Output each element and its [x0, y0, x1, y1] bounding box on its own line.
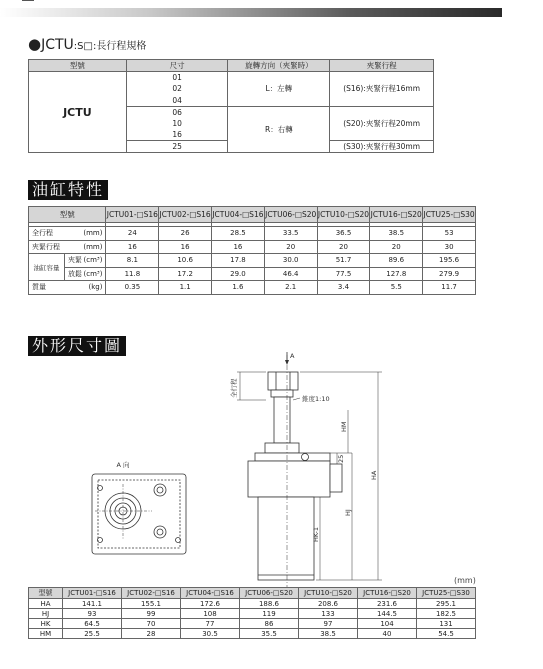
dim-header-corner: 型號	[29, 588, 63, 599]
oil-cell: 20	[370, 240, 423, 254]
oil-cell: 38.5	[370, 227, 423, 241]
side-view-drawing	[237, 352, 382, 590]
dim-cell: 99	[122, 609, 181, 619]
oil-cell: 26	[159, 227, 212, 241]
oil-row-label: 放鬆	[65, 267, 83, 281]
dim-header-model: JCTU10-□S20	[299, 588, 358, 599]
dim-row-hk	[29, 619, 476, 629]
a-view-label: A 向	[116, 461, 130, 469]
a-view-body	[92, 474, 186, 554]
oil-cell: 10.6	[159, 254, 212, 268]
dim-cell: 28	[122, 629, 181, 639]
spec-size-cell: 04	[126, 95, 228, 107]
oil-cell: 1.1	[159, 281, 212, 295]
oil-row-unit: (cm³)	[83, 254, 106, 268]
dim-row-label: HJ	[29, 609, 63, 619]
dim-header-model: JCTU06-□S20	[240, 588, 299, 599]
dim-cell: 208.6	[299, 599, 358, 609]
oil-cell: 20	[264, 240, 317, 254]
dim-row-hj	[29, 609, 476, 619]
dim-cell: 144.5	[358, 609, 417, 619]
oil-header-model: JCTU06-□S20	[264, 207, 317, 223]
dim-cell: 119	[240, 609, 299, 619]
oil-cell: 20	[317, 240, 370, 254]
dim-row-ha	[29, 599, 476, 609]
hm-label: HM	[340, 421, 348, 432]
dim-header-model: JCTU16-□S20	[358, 588, 417, 599]
taper-label: 錐度1:10	[302, 395, 330, 403]
a-view-drawing	[92, 474, 186, 554]
bullet-icon: ●	[28, 35, 42, 53]
dim-cell: 188.6	[240, 599, 299, 609]
a-view-port-inner	[157, 487, 163, 493]
spec-model-cell: JCTU	[29, 72, 127, 153]
oil-cell: 46.4	[264, 267, 317, 281]
spec-stroke-20: (S20):夾緊行程20mm	[330, 106, 434, 141]
dim-row-label: HK	[29, 619, 63, 629]
oil-cell: 16	[106, 240, 159, 254]
dim-cell: 108	[181, 609, 240, 619]
oil-cell: 279.9	[423, 267, 476, 281]
oil-row-label: 夾緊	[65, 254, 83, 268]
oil-cell: 17.8	[212, 254, 265, 268]
spec-title-main: JCTU	[41, 37, 74, 53]
oil-header-model: JCTU16-□S20	[370, 207, 423, 223]
spec-size-cell: 16	[126, 129, 228, 141]
oil-cell: 127.8	[370, 267, 423, 281]
oil-header-model: JCTU25-□S30	[423, 207, 476, 223]
spec-stroke-30: (S30):夾緊行程30mm	[330, 141, 434, 153]
oil-cell: 17.2	[159, 267, 212, 281]
dim-cell: 70	[122, 619, 181, 629]
flange-side-port	[330, 464, 342, 492]
oil-header-model: JCTU01-□S16	[106, 207, 159, 223]
dim-cell: 40	[358, 629, 417, 639]
dim-cell: 155.1	[122, 599, 181, 609]
clamp-arm-collar	[271, 390, 293, 397]
a-view-port-inner	[157, 529, 163, 535]
oil-cell: 3.4	[317, 281, 370, 295]
oil-cell: 0.35	[106, 281, 159, 295]
hj-label: HJ	[344, 509, 352, 516]
spec-size-cell: 01	[126, 72, 228, 84]
dim-cell: 231.6	[358, 599, 417, 609]
rod-seal-housing	[265, 443, 299, 453]
spec-size-cell: 10	[126, 118, 228, 130]
dim-cell: 25.5	[63, 629, 122, 639]
dim-cell: 54.5	[417, 629, 476, 639]
dim-cell: 172.6	[181, 599, 240, 609]
oil-cell: 33.5	[264, 227, 317, 241]
oil-cell: 28.5	[212, 227, 265, 241]
taper-leader-line	[293, 398, 300, 400]
spec-rotation-left: L：左轉	[228, 72, 330, 107]
dim-row-label: HM	[29, 629, 63, 639]
spec-header-model: 型號	[29, 60, 127, 72]
oil-cell: 77.5	[317, 267, 370, 281]
oil-cell: 24	[106, 227, 159, 241]
dim-cell: 86	[240, 619, 299, 629]
cylinder-body	[258, 497, 314, 580]
oil-cell: 30	[423, 240, 476, 254]
a-direction-label: A	[290, 352, 295, 360]
oil-cell: 36.5	[317, 227, 370, 241]
dim-cell: 131	[417, 619, 476, 629]
spec-size-cell: 25	[126, 141, 228, 153]
oil-cell: 51.7	[317, 254, 370, 268]
piston-rod	[274, 397, 290, 443]
oil-cell: 8.1	[106, 254, 159, 268]
oil-row-unit: (mm)	[83, 240, 106, 254]
oil-characteristics-label: 油缸特性	[28, 180, 108, 200]
oil-row-label: 質量	[29, 281, 83, 295]
dim-cell: 35.5	[240, 629, 299, 639]
unit-label: (mm)	[454, 576, 476, 585]
port-dim-label: 25	[337, 454, 345, 463]
dim-cell: 295.1	[417, 599, 476, 609]
oil-cell: 16	[159, 240, 212, 254]
oil-row-label: 夾緊行程	[29, 240, 83, 254]
oil-row-label: 全行程	[29, 227, 83, 241]
oil-cell: 1.6	[212, 281, 265, 295]
dim-cell: 38.5	[299, 629, 358, 639]
full-stroke-label: 全行程	[230, 378, 238, 398]
dim-cell: 141.1	[63, 599, 122, 609]
dimension-table	[28, 587, 476, 639]
dim-row-label: HA	[29, 599, 63, 609]
oil-row-unit: (kg)	[83, 281, 106, 295]
spec-title-suffix: :S□:長行程規格	[73, 41, 147, 52]
oil-row-unit: (cm³)	[83, 267, 106, 281]
dim-cell: 133	[299, 609, 358, 619]
dim-header-model: JCTU04-□S16	[181, 588, 240, 599]
hk-label: HK-1	[312, 527, 320, 542]
oil-cell: 11.8	[106, 267, 159, 281]
dim-header-model: JCTU02-□S16	[122, 588, 181, 599]
oil-header-model: JCTU04-□S16	[212, 207, 265, 223]
flange-body	[248, 461, 330, 497]
oil-cell: 53	[423, 227, 476, 241]
a-view-port-circle	[154, 526, 166, 538]
oil-cell: 89.6	[370, 254, 423, 268]
dim-header-row	[29, 588, 476, 599]
dim-header-model: JCTU25-□S30	[417, 588, 476, 599]
oil-header-model: JCTU02-□S16	[159, 207, 212, 223]
oil-row-unit: (mm)	[83, 227, 106, 241]
dim-row-hm	[29, 629, 476, 639]
dim-cell: 30.5	[181, 629, 240, 639]
outline-dimensions-label: 外形尺寸圖	[28, 336, 126, 356]
spec-size-cell: 06	[126, 106, 228, 118]
spec-header-stroke: 夾緊行程	[330, 60, 434, 72]
flange-port-icon	[302, 454, 309, 461]
dim-cell: 104	[358, 619, 417, 629]
oil-header-model: JCTU10-□S20	[317, 207, 370, 223]
spec-header-size: 尺寸	[126, 60, 228, 72]
oil-cell: 16	[212, 240, 265, 254]
dim-cell: 77	[181, 619, 240, 629]
dim-cell: 97	[299, 619, 358, 629]
oil-cell: 11.7	[423, 281, 476, 295]
oil-volume-group-label: 油缸容量	[29, 254, 65, 281]
oil-cell: 2.1	[264, 281, 317, 295]
dim-cell: 93	[63, 609, 122, 619]
dim-cell: 182.5	[417, 609, 476, 619]
oil-cell: 195.6	[423, 254, 476, 268]
spec-size-cell: 02	[126, 83, 228, 95]
ha-label: HA	[370, 470, 378, 480]
flange-top	[255, 453, 330, 461]
a-view-port-circle	[154, 484, 166, 496]
spec-stroke-16: (S16):夾緊行程16mm	[330, 72, 434, 107]
clamp-arm-head	[268, 372, 298, 390]
spec-rotation-right: R：右轉	[228, 106, 330, 153]
oil-cell: 29.0	[212, 267, 265, 281]
dim-header-model: JCTU01-□S16	[63, 588, 122, 599]
dim-cell: 64.5	[63, 619, 122, 629]
spec-header-rotation: 旋轉方向（夾緊時）	[228, 60, 330, 72]
oil-header-corner: 型號	[29, 207, 106, 223]
oil-cell: 30.0	[264, 254, 317, 268]
oil-cell: 5.5	[370, 281, 423, 295]
